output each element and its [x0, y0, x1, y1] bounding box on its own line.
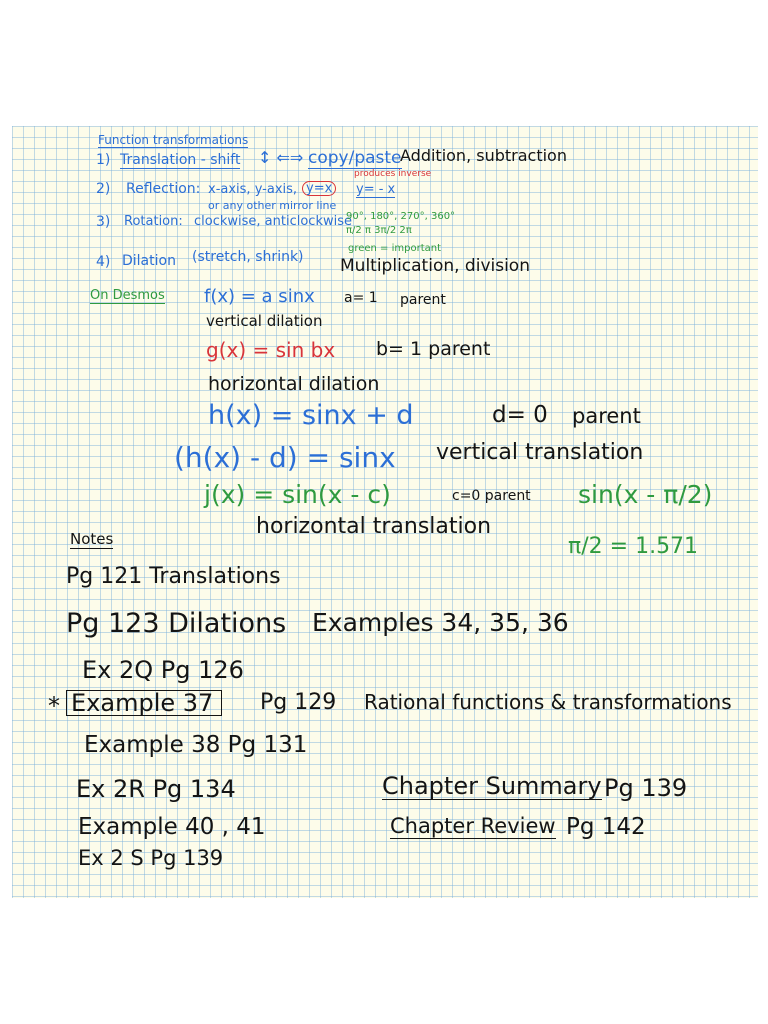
chapter-summary-page: Pg 139 — [604, 774, 688, 802]
item-number: 1) — [96, 152, 111, 168]
reflection-axes: x-axis, y-axis, — [208, 182, 298, 197]
copy-paste-text: copy/paste — [308, 148, 402, 168]
dilation-parenthetical: (stretch, shrink) — [192, 249, 304, 265]
rotation-label: Rotation: — [124, 214, 183, 229]
star-marker: * — [48, 692, 60, 720]
note-line: Pg 129 — [260, 690, 337, 715]
f-parameter: a= 1 — [344, 290, 378, 306]
boxed-example: Example 37 — [66, 690, 222, 716]
h-parameter: d= 0 — [492, 402, 548, 428]
j-equation: j(x) = sin(x - c) — [204, 480, 391, 509]
section-heading: Function transformations — [98, 133, 249, 147]
h-parent: parent — [572, 404, 641, 428]
green-important-note: green = important — [348, 243, 442, 254]
note-line: Ex 2Q Pg 126 — [82, 656, 244, 684]
produces-inverse-note: produces inverse — [354, 169, 432, 179]
note-line: Pg 123 Dilations — [66, 608, 287, 639]
note-line-examples: Examples 34, 35, 36 — [312, 608, 569, 637]
dilation-note: Multiplication, division — [340, 256, 530, 276]
note-line-aside: Rational functions & transformations — [364, 690, 732, 714]
rotation-radians: π/2 π 3π/2 2π — [346, 225, 412, 236]
reflection-subnote: or any other mirror line — [208, 199, 337, 212]
chapter-review-page: Pg 142 — [566, 814, 646, 840]
rotation-degrees: 90°, 180°, 270°, 360° — [346, 211, 456, 222]
h-equation: h(x) = sinx + d — [208, 400, 414, 431]
reflection-label: Reflection: — [126, 181, 201, 197]
j-value: π/2 = 1.571 — [568, 534, 699, 559]
item-number: 2) — [96, 181, 111, 197]
item-number: 3) — [96, 214, 111, 230]
f-parent: parent — [400, 292, 446, 308]
h-rearranged-equation: (h(x) - d) = sinx — [174, 441, 396, 474]
arrows-icon: ↕ ⇐⇒ — [258, 148, 304, 167]
g-equation: g(x) = sin bx — [206, 338, 336, 362]
chapter-review: Chapter Review — [390, 814, 556, 838]
rotation-directions: clockwise, anticlockwise — [194, 214, 352, 229]
reflection-circled-line: y=x — [302, 181, 336, 196]
h-note: vertical translation — [436, 440, 644, 465]
graph-paper-sheet — [12, 126, 758, 898]
item-number: 4) — [96, 254, 111, 270]
translation-note: Addition, subtraction — [400, 146, 567, 165]
j-parameter: c=0 parent — [452, 488, 531, 504]
desmos-label: On Desmos — [90, 288, 165, 303]
g-parameter: b= 1 parent — [376, 338, 491, 360]
notes-heading: Notes — [70, 530, 114, 548]
dilation-label: Dilation — [122, 253, 176, 269]
note-line: Example 38 Pg 131 — [84, 732, 308, 758]
note-line: Ex 2 S Pg 139 — [78, 846, 224, 870]
translation-label: Translation - shift — [120, 152, 241, 168]
reflection-alt-line: y= - x — [356, 182, 396, 197]
g-note: horizontal dilation — [208, 373, 380, 395]
note-line: Pg 121 Translations — [66, 564, 281, 589]
note-line: Ex 2R Pg 134 — [76, 775, 236, 803]
j-note: horizontal translation — [256, 514, 492, 539]
note-line: Example 40 , 41 — [78, 814, 266, 840]
f-equation: f(x) = a sinx — [204, 286, 315, 307]
chapter-summary: Chapter Summary — [382, 772, 602, 800]
j-example: sin(x - π/2) — [578, 480, 713, 509]
f-note: vertical dilation — [206, 312, 323, 330]
